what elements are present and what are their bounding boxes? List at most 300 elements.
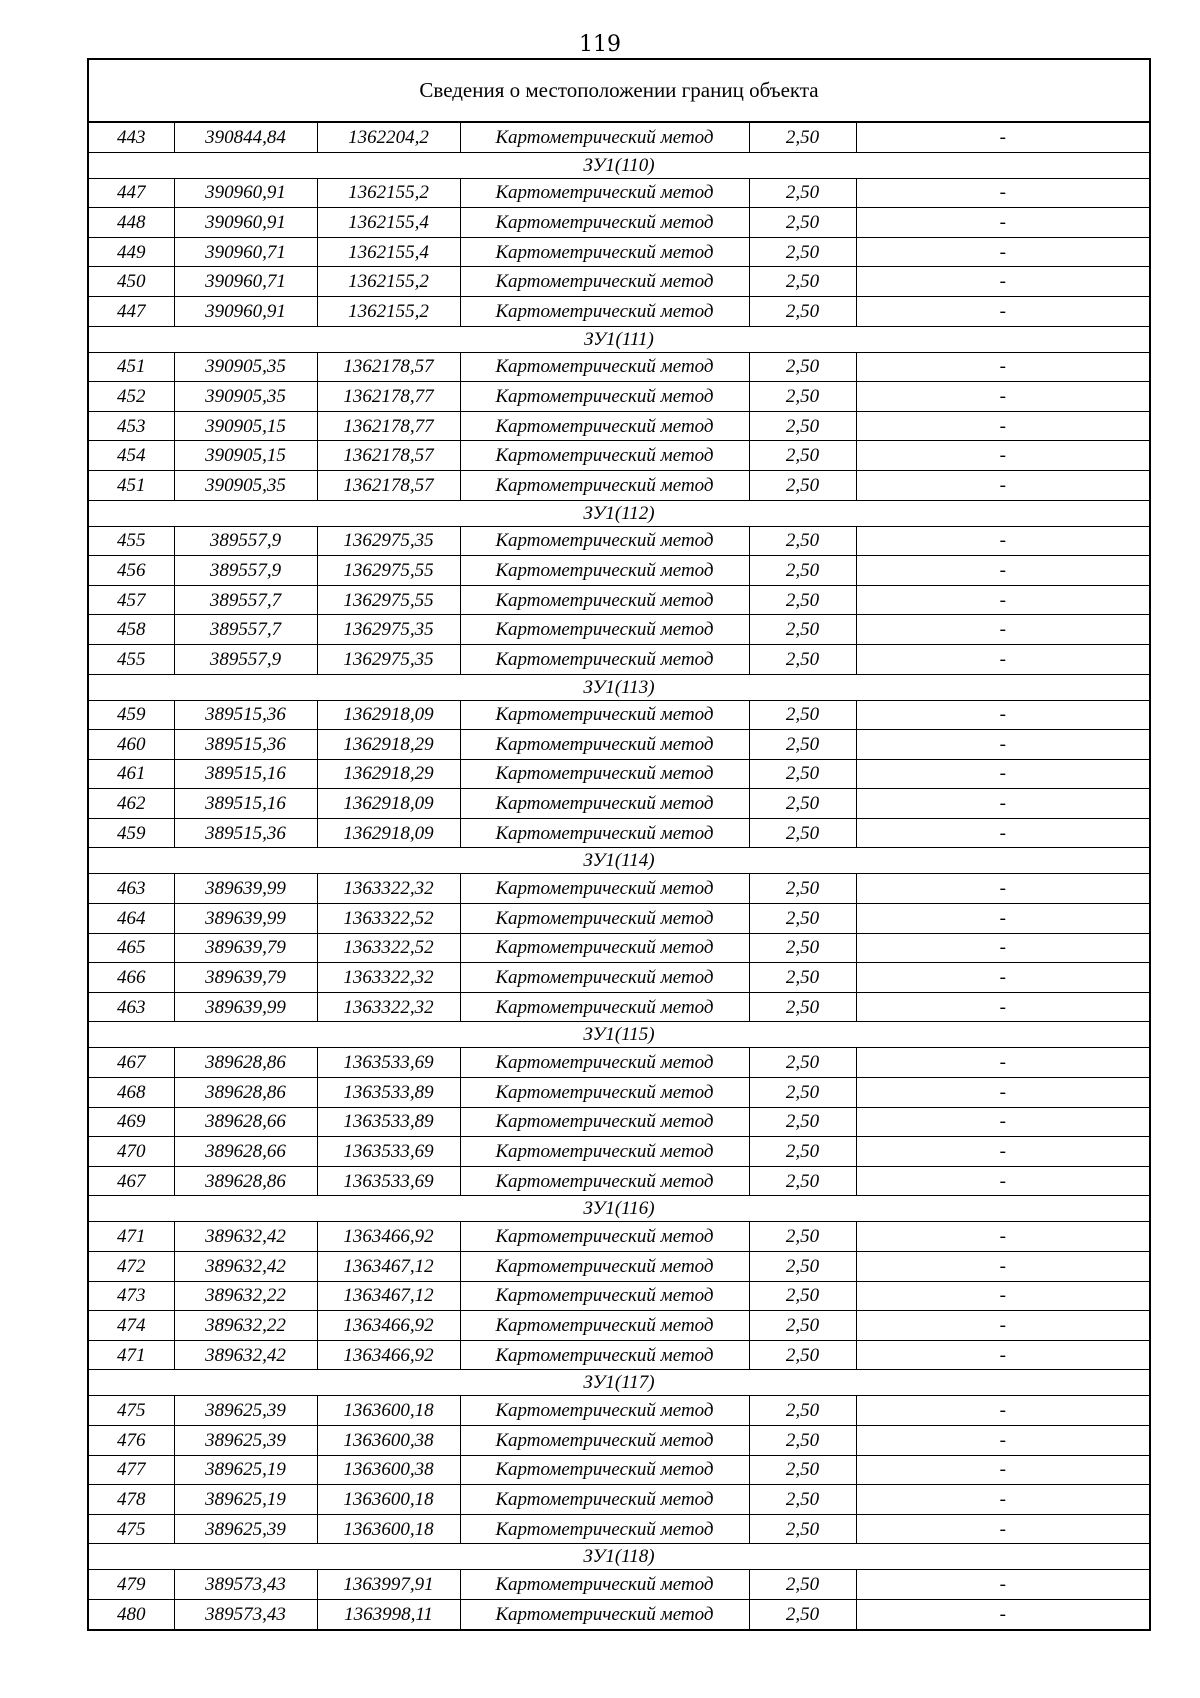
y-coordinate-cell: 1363322,52 xyxy=(317,933,460,963)
x-coordinate-cell: 389639,79 xyxy=(174,933,317,963)
table-row xyxy=(89,237,1149,267)
table-row xyxy=(89,874,1149,904)
y-coordinate-cell: 1363600,18 xyxy=(317,1396,460,1426)
method-cell: Картометрический метод xyxy=(460,1166,749,1196)
table-row xyxy=(89,789,1149,819)
description-cell: - xyxy=(856,382,1149,412)
method-cell: Картометрический метод xyxy=(460,1455,749,1485)
description-cell: - xyxy=(856,1396,1149,1426)
description-cell: - xyxy=(856,208,1149,238)
table-row xyxy=(89,1396,1149,1426)
accuracy-cell: 2,50 xyxy=(749,992,856,1022)
accuracy-cell: 2,50 xyxy=(749,411,856,441)
description-cell: - xyxy=(856,1048,1149,1078)
y-coordinate-cell: 1363466,92 xyxy=(317,1311,460,1341)
accuracy-cell: 2,50 xyxy=(749,904,856,934)
accuracy-cell: 2,50 xyxy=(749,789,856,819)
x-coordinate-cell: 390960,91 xyxy=(174,208,317,238)
method-cell: Картометрический метод xyxy=(460,818,749,848)
accuracy-cell: 2,50 xyxy=(749,1311,856,1341)
y-coordinate-cell: 1362975,35 xyxy=(317,644,460,674)
y-coordinate-cell: 1362918,09 xyxy=(317,789,460,819)
method-cell: Картометрический метод xyxy=(460,963,749,993)
point-number-cell: 454 xyxy=(89,441,174,471)
point-number-cell: 451 xyxy=(89,470,174,500)
method-cell: Картометрический метод xyxy=(460,1514,749,1544)
table-row xyxy=(89,208,1149,238)
x-coordinate-cell: 389639,79 xyxy=(174,963,317,993)
y-coordinate-cell: 1363467,12 xyxy=(317,1281,460,1311)
point-number-cell: 471 xyxy=(89,1222,174,1252)
description-cell: - xyxy=(856,237,1149,267)
table-row xyxy=(89,178,1149,208)
x-coordinate-cell: 389625,39 xyxy=(174,1514,317,1544)
group-header-row xyxy=(89,674,1149,700)
y-coordinate-cell: 1363466,92 xyxy=(317,1222,460,1252)
method-cell: Картометрический метод xyxy=(460,644,749,674)
x-coordinate-cell: 389515,36 xyxy=(174,700,317,730)
y-coordinate-cell: 1362918,09 xyxy=(317,818,460,848)
accuracy-cell: 2,50 xyxy=(749,123,856,152)
x-coordinate-cell: 389557,9 xyxy=(174,644,317,674)
method-cell: Картометрический метод xyxy=(460,615,749,645)
boundary-points-table xyxy=(89,123,1149,1629)
table-row xyxy=(89,1340,1149,1370)
table-row xyxy=(89,644,1149,674)
point-number-cell: 453 xyxy=(89,411,174,441)
table-row xyxy=(89,123,1149,152)
x-coordinate-cell: 390905,35 xyxy=(174,382,317,412)
table-row xyxy=(89,441,1149,471)
table-body xyxy=(89,123,1149,1629)
method-cell: Картометрический метод xyxy=(460,1425,749,1455)
accuracy-cell: 2,50 xyxy=(749,296,856,326)
y-coordinate-cell: 1363997,91 xyxy=(317,1570,460,1600)
group-header-row xyxy=(89,848,1149,874)
y-coordinate-cell: 1362155,2 xyxy=(317,178,460,208)
description-cell: - xyxy=(856,470,1149,500)
y-coordinate-cell: 1363322,32 xyxy=(317,992,460,1022)
point-number-cell: 443 xyxy=(89,123,174,152)
y-coordinate-cell: 1363533,89 xyxy=(317,1078,460,1108)
point-number-cell: 448 xyxy=(89,208,174,238)
method-cell: Картометрический метод xyxy=(460,874,749,904)
point-number-cell: 475 xyxy=(89,1396,174,1426)
method-cell: Картометрический метод xyxy=(460,178,749,208)
group-label: ЗУ1(112) xyxy=(89,500,1149,526)
description-cell: - xyxy=(856,1107,1149,1137)
table-row xyxy=(89,818,1149,848)
method-cell: Картометрический метод xyxy=(460,585,749,615)
x-coordinate-cell: 389557,9 xyxy=(174,526,317,556)
point-number-cell: 479 xyxy=(89,1570,174,1600)
point-number-cell: 473 xyxy=(89,1281,174,1311)
point-number-cell: 475 xyxy=(89,1514,174,1544)
accuracy-cell: 2,50 xyxy=(749,1455,856,1485)
method-cell: Картометрический метод xyxy=(460,1048,749,1078)
table-row xyxy=(89,1570,1149,1600)
accuracy-cell: 2,50 xyxy=(749,1570,856,1600)
y-coordinate-cell: 1363600,38 xyxy=(317,1455,460,1485)
table-row xyxy=(89,1048,1149,1078)
table-row xyxy=(89,700,1149,730)
accuracy-cell: 2,50 xyxy=(749,615,856,645)
method-cell: Картометрический метод xyxy=(460,411,749,441)
x-coordinate-cell: 389628,86 xyxy=(174,1078,317,1108)
method-cell: Картометрический метод xyxy=(460,1281,749,1311)
table-row xyxy=(89,1599,1149,1628)
x-coordinate-cell: 389632,42 xyxy=(174,1252,317,1282)
method-cell: Картометрический метод xyxy=(460,904,749,934)
method-cell: Картометрический метод xyxy=(460,1485,749,1515)
method-cell: Картометрический метод xyxy=(460,992,749,1022)
table-row xyxy=(89,1455,1149,1485)
x-coordinate-cell: 390960,71 xyxy=(174,237,317,267)
table-row xyxy=(89,1311,1149,1341)
x-coordinate-cell: 390960,91 xyxy=(174,296,317,326)
y-coordinate-cell: 1362975,35 xyxy=(317,526,460,556)
table-title: Сведения о местоположении границ объекта xyxy=(89,60,1149,123)
table-row xyxy=(89,1166,1149,1196)
group-header-row xyxy=(89,500,1149,526)
y-coordinate-cell: 1363322,32 xyxy=(317,874,460,904)
boundary-table-sheet xyxy=(87,58,1151,1631)
description-cell: - xyxy=(856,556,1149,586)
accuracy-cell: 2,50 xyxy=(749,352,856,382)
table-row xyxy=(89,1107,1149,1137)
point-number-cell: 469 xyxy=(89,1107,174,1137)
y-coordinate-cell: 1363322,52 xyxy=(317,904,460,934)
point-number-cell: 449 xyxy=(89,237,174,267)
y-coordinate-cell: 1363600,18 xyxy=(317,1485,460,1515)
accuracy-cell: 2,50 xyxy=(749,963,856,993)
method-cell: Картометрический метод xyxy=(460,933,749,963)
table-row xyxy=(89,411,1149,441)
point-number-cell: 447 xyxy=(89,178,174,208)
group-header-row xyxy=(89,326,1149,352)
y-coordinate-cell: 1362155,2 xyxy=(317,267,460,297)
table-row xyxy=(89,759,1149,789)
table-row xyxy=(89,963,1149,993)
accuracy-cell: 2,50 xyxy=(749,933,856,963)
description-cell: - xyxy=(856,789,1149,819)
x-coordinate-cell: 390905,15 xyxy=(174,411,317,441)
group-header-row xyxy=(89,152,1149,178)
accuracy-cell: 2,50 xyxy=(749,208,856,238)
accuracy-cell: 2,50 xyxy=(749,1137,856,1167)
description-cell: - xyxy=(856,992,1149,1022)
accuracy-cell: 2,50 xyxy=(749,1078,856,1108)
y-coordinate-cell: 1362178,57 xyxy=(317,470,460,500)
x-coordinate-cell: 389639,99 xyxy=(174,904,317,934)
table-row xyxy=(89,352,1149,382)
x-coordinate-cell: 389573,43 xyxy=(174,1570,317,1600)
y-coordinate-cell: 1362918,29 xyxy=(317,730,460,760)
accuracy-cell: 2,50 xyxy=(749,818,856,848)
group-header-row xyxy=(89,1544,1149,1570)
description-cell: - xyxy=(856,933,1149,963)
description-cell: - xyxy=(856,644,1149,674)
y-coordinate-cell: 1363533,69 xyxy=(317,1166,460,1196)
point-number-cell: 478 xyxy=(89,1485,174,1515)
description-cell: - xyxy=(856,1570,1149,1600)
point-number-cell: 457 xyxy=(89,585,174,615)
table-row xyxy=(89,1137,1149,1167)
method-cell: Картометрический метод xyxy=(460,700,749,730)
description-cell: - xyxy=(856,1455,1149,1485)
point-number-cell: 461 xyxy=(89,759,174,789)
accuracy-cell: 2,50 xyxy=(749,1396,856,1426)
description-cell: - xyxy=(856,1252,1149,1282)
x-coordinate-cell: 389639,99 xyxy=(174,874,317,904)
method-cell: Картометрический метод xyxy=(460,789,749,819)
x-coordinate-cell: 390960,71 xyxy=(174,267,317,297)
accuracy-cell: 2,50 xyxy=(749,470,856,500)
method-cell: Картометрический метод xyxy=(460,759,749,789)
y-coordinate-cell: 1362204,2 xyxy=(317,123,460,152)
group-label: ЗУ1(117) xyxy=(89,1370,1149,1396)
description-cell: - xyxy=(856,1425,1149,1455)
point-number-cell: 460 xyxy=(89,730,174,760)
group-label: ЗУ1(114) xyxy=(89,848,1149,874)
point-number-cell: 459 xyxy=(89,818,174,848)
point-number-cell: 477 xyxy=(89,1455,174,1485)
y-coordinate-cell: 1362975,55 xyxy=(317,585,460,615)
point-number-cell: 463 xyxy=(89,992,174,1022)
point-number-cell: 471 xyxy=(89,1340,174,1370)
description-cell: - xyxy=(856,818,1149,848)
y-coordinate-cell: 1362975,55 xyxy=(317,556,460,586)
y-coordinate-cell: 1363533,89 xyxy=(317,1107,460,1137)
table-row xyxy=(89,1281,1149,1311)
accuracy-cell: 2,50 xyxy=(749,700,856,730)
point-number-cell: 472 xyxy=(89,1252,174,1282)
x-coordinate-cell: 389625,19 xyxy=(174,1485,317,1515)
y-coordinate-cell: 1362178,57 xyxy=(317,441,460,471)
description-cell: - xyxy=(856,1281,1149,1311)
accuracy-cell: 2,50 xyxy=(749,730,856,760)
description-cell: - xyxy=(856,1599,1149,1628)
y-coordinate-cell: 1363600,18 xyxy=(317,1514,460,1544)
group-label: ЗУ1(115) xyxy=(89,1022,1149,1048)
y-coordinate-cell: 1362155,4 xyxy=(317,237,460,267)
method-cell: Картометрический метод xyxy=(460,1078,749,1108)
description-cell: - xyxy=(856,1137,1149,1167)
point-number-cell: 468 xyxy=(89,1078,174,1108)
description-cell: - xyxy=(856,1078,1149,1108)
table-row xyxy=(89,526,1149,556)
point-number-cell: 466 xyxy=(89,963,174,993)
x-coordinate-cell: 389632,22 xyxy=(174,1311,317,1341)
group-label: ЗУ1(113) xyxy=(89,674,1149,700)
x-coordinate-cell: 389515,36 xyxy=(174,730,317,760)
table-row xyxy=(89,556,1149,586)
method-cell: Картометрический метод xyxy=(460,123,749,152)
table-row xyxy=(89,470,1149,500)
y-coordinate-cell: 1362975,35 xyxy=(317,615,460,645)
table-row xyxy=(89,1425,1149,1455)
description-cell: - xyxy=(856,904,1149,934)
x-coordinate-cell: 390960,91 xyxy=(174,178,317,208)
accuracy-cell: 2,50 xyxy=(749,178,856,208)
accuracy-cell: 2,50 xyxy=(749,1340,856,1370)
description-cell: - xyxy=(856,296,1149,326)
table-row xyxy=(89,382,1149,412)
accuracy-cell: 2,50 xyxy=(749,1252,856,1282)
description-cell: - xyxy=(856,874,1149,904)
point-number-cell: 467 xyxy=(89,1166,174,1196)
table-row xyxy=(89,1485,1149,1515)
y-coordinate-cell: 1362918,09 xyxy=(317,700,460,730)
y-coordinate-cell: 1363998,11 xyxy=(317,1599,460,1628)
description-cell: - xyxy=(856,759,1149,789)
method-cell: Картометрический метод xyxy=(460,1137,749,1167)
method-cell: Картометрический метод xyxy=(460,352,749,382)
method-cell: Картометрический метод xyxy=(460,208,749,238)
accuracy-cell: 2,50 xyxy=(749,556,856,586)
description-cell: - xyxy=(856,1166,1149,1196)
x-coordinate-cell: 389515,36 xyxy=(174,818,317,848)
group-label: ЗУ1(118) xyxy=(89,1544,1149,1570)
description-cell: - xyxy=(856,352,1149,382)
description-cell: - xyxy=(856,1311,1149,1341)
point-number-cell: 465 xyxy=(89,933,174,963)
x-coordinate-cell: 390844,84 xyxy=(174,123,317,152)
x-coordinate-cell: 389632,42 xyxy=(174,1340,317,1370)
x-coordinate-cell: 389515,16 xyxy=(174,759,317,789)
group-header-row xyxy=(89,1196,1149,1222)
x-coordinate-cell: 390905,35 xyxy=(174,470,317,500)
point-number-cell: 463 xyxy=(89,874,174,904)
method-cell: Картометрический метод xyxy=(460,1311,749,1341)
x-coordinate-cell: 389557,7 xyxy=(174,615,317,645)
table-row xyxy=(89,1078,1149,1108)
group-label: ЗУ1(111) xyxy=(89,326,1149,352)
accuracy-cell: 2,50 xyxy=(749,267,856,297)
description-cell: - xyxy=(856,267,1149,297)
x-coordinate-cell: 389628,86 xyxy=(174,1048,317,1078)
accuracy-cell: 2,50 xyxy=(749,1048,856,1078)
method-cell: Картометрический метод xyxy=(460,267,749,297)
x-coordinate-cell: 389639,99 xyxy=(174,992,317,1022)
point-number-cell: 480 xyxy=(89,1599,174,1628)
accuracy-cell: 2,50 xyxy=(749,382,856,412)
point-number-cell: 458 xyxy=(89,615,174,645)
x-coordinate-cell: 389628,66 xyxy=(174,1107,317,1137)
method-cell: Картометрический метод xyxy=(460,470,749,500)
point-number-cell: 452 xyxy=(89,382,174,412)
y-coordinate-cell: 1362178,77 xyxy=(317,411,460,441)
method-cell: Картометрический метод xyxy=(460,296,749,326)
point-number-cell: 450 xyxy=(89,267,174,297)
table-row xyxy=(89,933,1149,963)
y-coordinate-cell: 1363533,69 xyxy=(317,1137,460,1167)
description-cell: - xyxy=(856,411,1149,441)
y-coordinate-cell: 1363466,92 xyxy=(317,1340,460,1370)
group-label: ЗУ1(110) xyxy=(89,152,1149,178)
group-label: ЗУ1(116) xyxy=(89,1196,1149,1222)
y-coordinate-cell: 1362178,57 xyxy=(317,352,460,382)
method-cell: Картометрический метод xyxy=(460,1396,749,1426)
accuracy-cell: 2,50 xyxy=(749,1514,856,1544)
table-row xyxy=(89,1252,1149,1282)
y-coordinate-cell: 1362155,2 xyxy=(317,296,460,326)
accuracy-cell: 2,50 xyxy=(749,441,856,471)
table-row xyxy=(89,296,1149,326)
y-coordinate-cell: 1363322,32 xyxy=(317,963,460,993)
method-cell: Картометрический метод xyxy=(460,1570,749,1600)
method-cell: Картометрический метод xyxy=(460,237,749,267)
table-row xyxy=(89,585,1149,615)
accuracy-cell: 2,50 xyxy=(749,237,856,267)
description-cell: - xyxy=(856,1340,1149,1370)
accuracy-cell: 2,50 xyxy=(749,1107,856,1137)
table-row xyxy=(89,267,1149,297)
method-cell: Картометрический метод xyxy=(460,1107,749,1137)
x-coordinate-cell: 389628,86 xyxy=(174,1166,317,1196)
point-number-cell: 447 xyxy=(89,296,174,326)
point-number-cell: 455 xyxy=(89,526,174,556)
description-cell: - xyxy=(856,1222,1149,1252)
accuracy-cell: 2,50 xyxy=(749,1425,856,1455)
method-cell: Картометрический метод xyxy=(460,1340,749,1370)
page-number: 119 xyxy=(579,32,621,57)
point-number-cell: 464 xyxy=(89,904,174,934)
description-cell: - xyxy=(856,526,1149,556)
x-coordinate-cell: 390905,35 xyxy=(174,352,317,382)
y-coordinate-cell: 1363467,12 xyxy=(317,1252,460,1282)
method-cell: Картометрический метод xyxy=(460,382,749,412)
method-cell: Картометрический метод xyxy=(460,526,749,556)
description-cell: - xyxy=(856,1514,1149,1544)
description-cell: - xyxy=(856,615,1149,645)
table-row xyxy=(89,615,1149,645)
method-cell: Картометрический метод xyxy=(460,556,749,586)
accuracy-cell: 2,50 xyxy=(749,526,856,556)
description-cell: - xyxy=(856,123,1149,152)
point-number-cell: 451 xyxy=(89,352,174,382)
method-cell: Картометрический метод xyxy=(460,1599,749,1628)
accuracy-cell: 2,50 xyxy=(749,644,856,674)
accuracy-cell: 2,50 xyxy=(749,759,856,789)
description-cell: - xyxy=(856,178,1149,208)
x-coordinate-cell: 389625,39 xyxy=(174,1396,317,1426)
accuracy-cell: 2,50 xyxy=(749,874,856,904)
accuracy-cell: 2,50 xyxy=(749,1485,856,1515)
method-cell: Картометрический метод xyxy=(460,730,749,760)
x-coordinate-cell: 389557,7 xyxy=(174,585,317,615)
point-number-cell: 456 xyxy=(89,556,174,586)
table-row xyxy=(89,730,1149,760)
accuracy-cell: 2,50 xyxy=(749,1599,856,1628)
y-coordinate-cell: 1362918,29 xyxy=(317,759,460,789)
point-number-cell: 470 xyxy=(89,1137,174,1167)
point-number-cell: 476 xyxy=(89,1425,174,1455)
x-coordinate-cell: 389632,42 xyxy=(174,1222,317,1252)
x-coordinate-cell: 389628,66 xyxy=(174,1137,317,1167)
y-coordinate-cell: 1362178,77 xyxy=(317,382,460,412)
table-row xyxy=(89,1222,1149,1252)
accuracy-cell: 2,50 xyxy=(749,585,856,615)
point-number-cell: 455 xyxy=(89,644,174,674)
y-coordinate-cell: 1363533,69 xyxy=(317,1048,460,1078)
description-cell: - xyxy=(856,730,1149,760)
accuracy-cell: 2,50 xyxy=(749,1222,856,1252)
group-header-row xyxy=(89,1370,1149,1396)
y-coordinate-cell: 1362155,4 xyxy=(317,208,460,238)
point-number-cell: 459 xyxy=(89,700,174,730)
table-row xyxy=(89,1514,1149,1544)
